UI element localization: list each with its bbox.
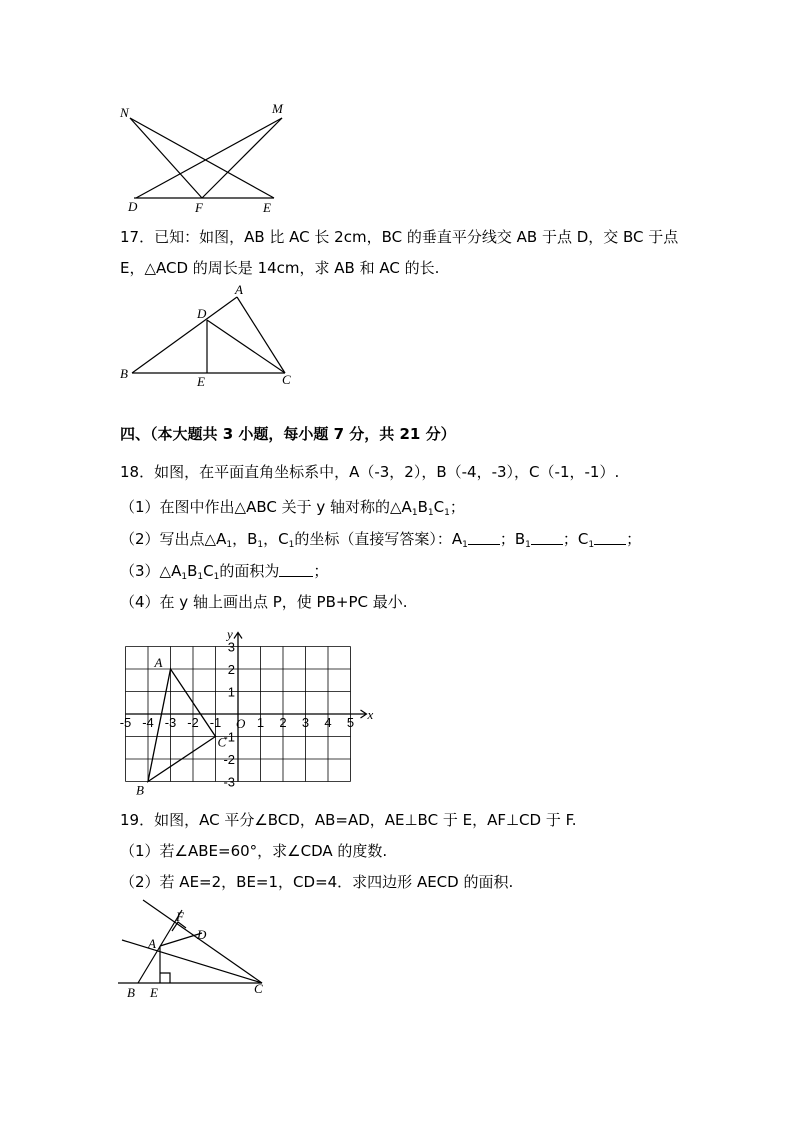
y-tick-label: 3 — [227, 639, 235, 655]
x-tick-label: -2 — [187, 715, 199, 730]
x-tick-label: 5 — [346, 715, 355, 730]
segment-md — [136, 118, 282, 198]
label-c: C — [282, 372, 291, 387]
label-e: E — [150, 985, 158, 1000]
segment-ac — [237, 297, 285, 373]
x-axis-label: x — [367, 707, 374, 722]
answer-blank-a1[interactable] — [468, 531, 500, 545]
x-tick-label: -1 — [209, 715, 222, 730]
label-b: B — [127, 985, 135, 1000]
segment-dc — [207, 320, 285, 373]
triangle-abc — [148, 669, 216, 782]
coordinate-plane — [110, 618, 380, 800]
figure-q19 — [114, 896, 274, 1000]
label-d: D — [197, 927, 207, 942]
label-c: C — [254, 981, 263, 996]
section-heading: 四、（本大题共 3 小题，每小题 7 分，共 21 分） — [120, 425, 456, 443]
segment-nf — [130, 118, 202, 198]
y-tick-label: 2 — [227, 662, 235, 677]
q18-part2: （2）写出点$\triangle A_1$，$B_1$，$C_1$的坐标（直接写答案）：$A_1$ ；$B_1$ ；$C_1$ ； — [120, 530, 642, 550]
segment-ne — [130, 118, 274, 198]
answer-blank-area[interactable] — [279, 563, 313, 577]
y-tick-label: 1 — [227, 684, 235, 700]
x-tick-label: 1 — [256, 715, 265, 730]
label-f: F — [195, 200, 203, 215]
x-tick-label: 2 — [279, 715, 287, 730]
label-d: D — [197, 306, 207, 321]
x-tick-label: -5 — [119, 715, 132, 730]
origin-label: O — [236, 716, 246, 731]
answer-blank-c1[interactable] — [594, 531, 626, 545]
q19-part1: （1）若∠ABE=60°，求∠CDA 的度数. — [120, 842, 388, 860]
label-b: B — [120, 366, 128, 381]
q19-intro: 19．如图，AC 平分∠BCD，AB=AD，AE⊥BC 于 E，AF⊥CD 于 F. — [120, 811, 577, 829]
y-tick-label: -2 — [223, 752, 235, 767]
label-a: A — [148, 936, 156, 951]
label-f: F — [176, 909, 184, 924]
point-label-c: C — [217, 734, 227, 750]
right-angle-e — [160, 973, 170, 983]
x-tick-label: 4 — [324, 715, 332, 730]
q17-line1: 17．已知：如图，AB 比 AC 长 2cm，BC 的垂直平分线交 AB 于点 D，交 BC 于点 — [120, 228, 679, 246]
label-a: A — [235, 282, 243, 297]
y-tick-label: -3 — [223, 774, 235, 790]
q19-part2: （2）若 AE=2，BE=1，CD=4．求四边形 AECD 的面积. — [120, 873, 514, 891]
q18-intro: 18．如图，在平面直角坐标系中，A（-3，2），B（-4，-3），C（-1，-1）. — [120, 463, 620, 481]
label-e: E — [197, 374, 205, 389]
q18-part4: （4）在 y 轴上画出点 P，使 PB+PC 最小. — [120, 593, 408, 611]
y-tick-label: -1 — [223, 729, 235, 745]
x-tick-label: -3 — [164, 715, 177, 730]
q18-part3: $(3)\triangle A_1B_1C_1$的面积为 ； — [120, 562, 329, 582]
label-e: E — [263, 200, 271, 215]
line-ac — [122, 940, 262, 983]
q17-line2: E，△ACD 的周长是 14cm，求 AB 和 AC 的长. — [120, 259, 440, 277]
label-d: D — [128, 199, 138, 214]
label-m: M — [272, 101, 283, 116]
point-label-a: A — [154, 655, 163, 670]
figure-nmdfe — [118, 96, 298, 216]
segment-ba — [132, 297, 237, 373]
segment-mf — [202, 118, 282, 198]
answer-blank-b1[interactable] — [531, 531, 563, 545]
y-axis-label: y — [227, 626, 233, 642]
point-label-b: B — [136, 782, 144, 798]
x-tick-label: -4 — [142, 715, 154, 730]
q18-part1: （1）在图中作出△ABC 关于 y 轴对称的$\triangle A_1B_1C_1$； — [120, 498, 465, 518]
label-n: N — [120, 105, 129, 120]
x-tick-label: 3 — [301, 715, 310, 730]
figure-q17 — [116, 280, 296, 390]
